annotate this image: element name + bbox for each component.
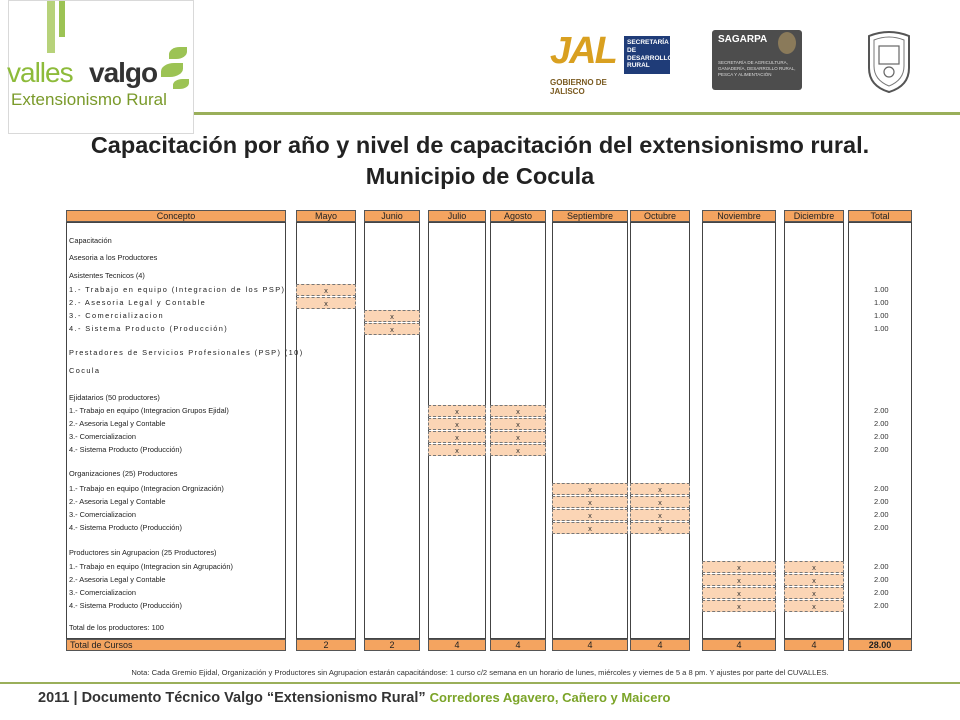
- schedule-mark: x: [552, 522, 628, 534]
- header-divider: [194, 112, 960, 115]
- schedule-mark: x: [490, 444, 546, 456]
- schedule-mark: x: [552, 509, 628, 521]
- row-total: 2.00: [874, 588, 889, 597]
- title-line-2: Municipio de Cocula: [365, 163, 595, 189]
- row-total: 2.00: [874, 601, 889, 610]
- schedule-mark: x: [702, 587, 776, 599]
- sagarpa-logo: [712, 30, 802, 90]
- schedule-mark: x: [490, 405, 546, 417]
- row-label: Asistentes Tecnicos (4): [69, 271, 145, 280]
- row-label: 2.- Asesoria Legal y Contable: [69, 298, 207, 307]
- column-body-junio: [364, 222, 420, 639]
- row-label: 4.- Sistema Producto (Producción): [69, 324, 229, 333]
- schedule-mark: x: [784, 600, 844, 612]
- row-total: 1.00: [874, 298, 889, 307]
- row-label: 1.- Trabajo en equipo (Integracion sin Agrupación): [69, 562, 233, 571]
- row-label: Capacitación: [69, 236, 112, 245]
- schedule-mark: x: [784, 574, 844, 586]
- row-total: 1.00: [874, 285, 889, 294]
- row-label: 1.- Trabajo en equipo (Integracion de los PSP): [69, 285, 286, 294]
- schedule-mark: x: [702, 574, 776, 586]
- row-total: 2.00: [874, 419, 889, 428]
- row-label: 4.- Sistema Producto (Producción): [69, 445, 182, 454]
- training-schedule-table: [66, 210, 912, 650]
- schedule-mark: x: [364, 323, 420, 335]
- logo-stem-graphic-2: [59, 1, 65, 37]
- row-total: 1.00: [874, 311, 889, 320]
- schedule-mark: x: [296, 297, 356, 309]
- row-label: Organizaciones (25) Productores: [69, 469, 178, 478]
- column-header-junio: Junio: [364, 210, 420, 222]
- schedule-mark: x: [630, 522, 690, 534]
- sagarpa-logo-description: SECRETARÍA DE AGRICULTURA, GANADERÍA, DESARROLLO RURAL, PESCA Y ALIMENTACIÓN: [718, 60, 796, 77]
- schedule-mark: x: [630, 496, 690, 508]
- schedule-mark: x: [296, 284, 356, 296]
- jalisco-logo-text: JAL: [550, 30, 616, 72]
- row-total: 2.00: [874, 523, 889, 532]
- row-label: 3.- Comercializacion: [69, 311, 164, 320]
- total-cell-septiembre: 4: [552, 639, 628, 651]
- row-label: 3.- Comercializacion: [69, 510, 136, 519]
- university-seal-icon: [864, 28, 914, 94]
- footer-accent: Corredores Agavero, Cañero y Maicero: [429, 690, 671, 705]
- row-label: Ejidatarios (50 productores): [69, 393, 160, 402]
- schedule-mark: x: [428, 405, 486, 417]
- column-header-octubre: Octubre: [630, 210, 690, 222]
- schedule-mark: x: [428, 444, 486, 456]
- page-footer: [38, 690, 670, 706]
- table-note: Nota: Cada Gremio Ejidal, Organización y Productores sin Agrupacion estarán capacitándose: 1 curso c/2 semana en un horario de lunes, miércoles y viernes de 5 a 8 pm. Y ajustes por parte del CUVALLES.: [131, 668, 829, 677]
- schedule-mark: x: [552, 496, 628, 508]
- column-header-septiembre: Septiembre: [552, 210, 628, 222]
- total-cell-julio: 4: [428, 639, 486, 651]
- row-label: Asesoria a los Productores: [69, 253, 158, 262]
- row-label: Cocula: [69, 366, 101, 375]
- row-label: 3.- Comercializacion: [69, 588, 136, 597]
- column-body-octubre: [630, 222, 690, 639]
- schedule-mark: x: [702, 600, 776, 612]
- column-body-septiembre: [552, 222, 628, 639]
- logo-leaf-graphic: [161, 63, 183, 77]
- sagarpa-logo-text: SAGARPA: [718, 34, 768, 45]
- logo-leaf-graphic-2: [169, 47, 187, 59]
- schedule-mark: x: [702, 561, 776, 573]
- row-total: 2.00: [874, 445, 889, 454]
- footer-divider: [0, 682, 960, 684]
- row-label: 3.- Comercializacion: [69, 432, 136, 441]
- row-label: 4.- Sistema Producto (Producción): [69, 523, 182, 532]
- row-label: 1.- Trabajo en equipo (Integracion Grupos Ejidal): [69, 406, 229, 415]
- total-cell-junio: 2: [364, 639, 420, 651]
- schedule-mark: x: [784, 587, 844, 599]
- logo-word-valgo: valgo: [89, 57, 158, 88]
- eagle-icon: [778, 32, 796, 54]
- schedule-mark: x: [490, 418, 546, 430]
- column-header-agosto: Agosto: [490, 210, 546, 222]
- logo-leaf-graphic-3: [173, 79, 189, 89]
- total-cell-agosto: 4: [490, 639, 546, 651]
- row-total: 2.00: [874, 510, 889, 519]
- title-line-1: Capacitación por año y nivel de capacitación del extensionismo rural.: [90, 132, 870, 158]
- column-header-mayo: Mayo: [296, 210, 356, 222]
- jalisco-logo-subtext: GOBIERNO DE JALISCO: [550, 78, 607, 96]
- schedule-mark: x: [428, 431, 486, 443]
- schedule-mark: x: [428, 418, 486, 430]
- row-total: 2.00: [874, 562, 889, 571]
- row-label: Productores sin Agrupacion (25 Productores): [69, 548, 217, 557]
- row-label: 2.- Asesoria Legal y Contable: [69, 497, 166, 506]
- schedule-mark: x: [364, 310, 420, 322]
- schedule-mark: x: [630, 509, 690, 521]
- row-label: 1.- Trabajo en equipo (Integracion Orgnización): [69, 484, 224, 493]
- row-total: 2.00: [874, 575, 889, 584]
- schedule-mark: x: [552, 483, 628, 495]
- row-total: 1.00: [874, 324, 889, 333]
- column-header-noviembre: Noviembre: [702, 210, 776, 222]
- row-label: Total de los productores: 100: [69, 623, 164, 632]
- total-cell-noviembre: 4: [702, 639, 776, 651]
- row-label: Prestadores de Servicios Profesionales (PSP) (10): [69, 348, 304, 357]
- row-label: 2.- Asesoria Legal y Contable: [69, 419, 166, 428]
- schedule-mark: x: [630, 483, 690, 495]
- desarrollo-rural-logo: SECRETARÍA DE DESARROLLO RURAL: [624, 36, 670, 74]
- schedule-mark: x: [784, 561, 844, 573]
- footer-main: 2011 | Documento Técnico Valgo “Extensionismo Rural”: [38, 690, 426, 706]
- logo-subtitle: Extensionismo Rural: [11, 90, 167, 109]
- totals-label: Total de Cursos: [66, 639, 286, 651]
- row-label: 4.- Sistema Producto (Producción): [69, 601, 182, 610]
- page-title: [0, 130, 960, 192]
- logo-stem-graphic: [47, 1, 55, 53]
- total-cell-total: 28.00: [848, 639, 912, 651]
- column-header-concepto: Concepto: [66, 210, 286, 222]
- row-total: 2.00: [874, 484, 889, 493]
- column-header-julio: Julio: [428, 210, 486, 222]
- total-cell-octubre: 4: [630, 639, 690, 651]
- row-label: 2.- Asesoria Legal y Contable: [69, 575, 166, 584]
- valgo-logo: [8, 0, 194, 134]
- column-header-total: Total: [848, 210, 912, 222]
- row-total: 2.00: [874, 406, 889, 415]
- jalisco-logo: [550, 30, 622, 100]
- total-cell-mayo: 2: [296, 639, 356, 651]
- schedule-mark: x: [490, 431, 546, 443]
- logo-word-valles: valles: [7, 57, 73, 88]
- row-total: 2.00: [874, 497, 889, 506]
- row-total: 2.00: [874, 432, 889, 441]
- total-cell-diciembre: 4: [784, 639, 844, 651]
- column-header-diciembre: Diciembre: [784, 210, 844, 222]
